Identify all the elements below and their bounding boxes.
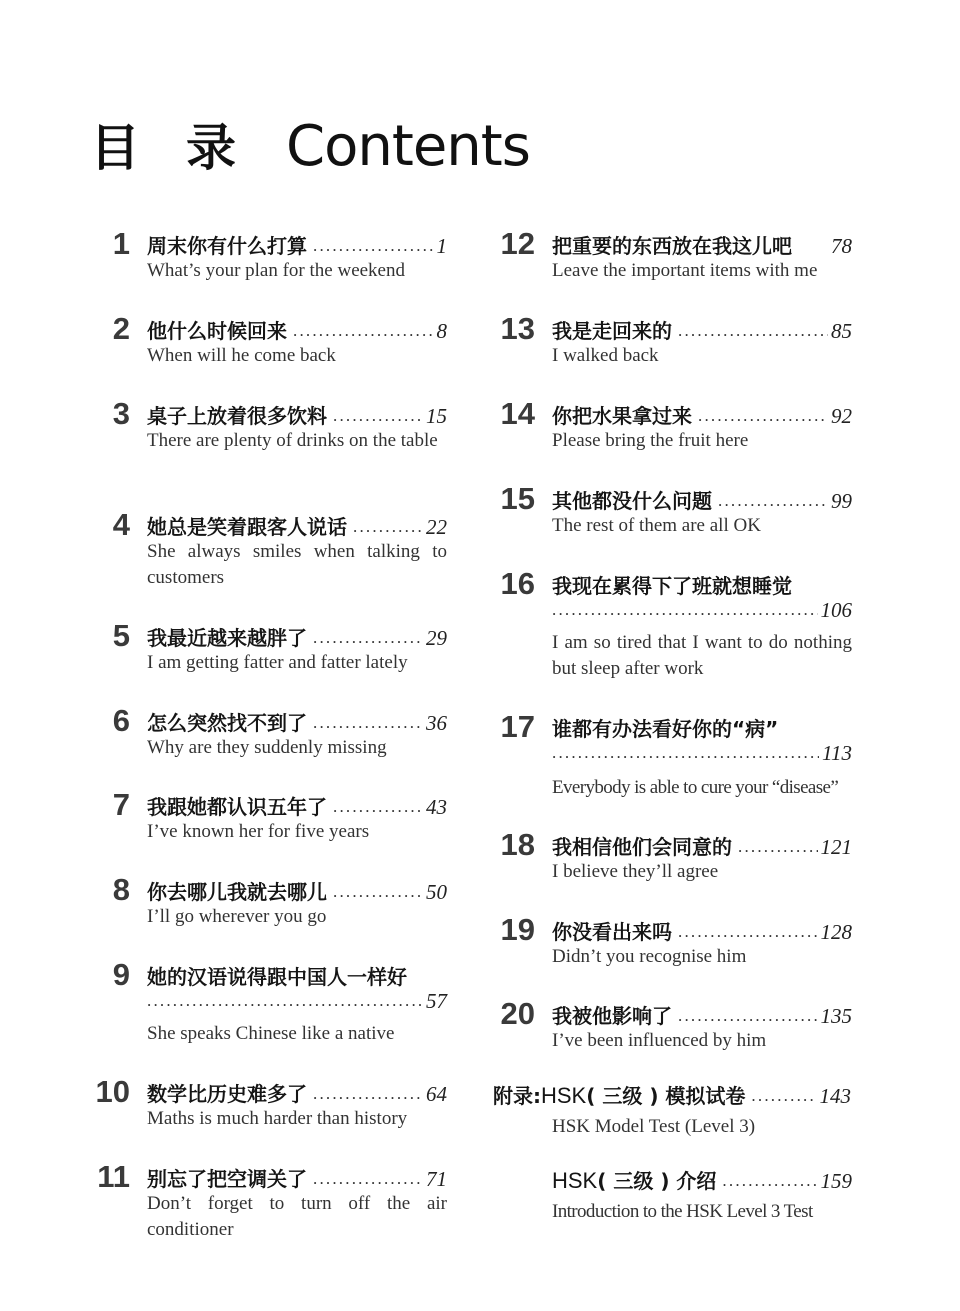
lesson-title-cn: 桌子上放着很多饮料 <box>147 404 327 428</box>
lesson-title-cn: 她总是笑着跟客人说话 <box>147 515 347 539</box>
page-number: 143 <box>819 1084 851 1108</box>
lesson-title-cn: 其他都没什么问题 <box>552 489 712 513</box>
dot-leader <box>147 991 423 1011</box>
lesson-title-en: Don’t forget to turn off the air conditioner <box>147 1193 447 1240</box>
page-title <box>90 108 530 180</box>
lesson-title-en: I believe they’ll agree <box>552 861 719 882</box>
lesson-number: 10 <box>95 1074 130 1109</box>
lesson-number: 12 <box>500 226 535 261</box>
page-number: 43 <box>426 795 447 819</box>
title-cn-lu: 录 <box>186 119 236 177</box>
lesson-title-en: There are plenty of drinks on the table <box>147 430 438 451</box>
lesson-number: 3 <box>112 396 130 431</box>
lesson-number: 18 <box>500 827 535 862</box>
lesson-title-cn: 我被他影响了 <box>552 1004 672 1028</box>
dot-leader <box>353 517 423 537</box>
page-number: 29 <box>426 626 447 650</box>
dot-leader <box>313 1084 423 1104</box>
title-cn-mu: 目 <box>90 119 140 177</box>
lesson-title-cn: 我现在累得下了班就想睡觉 <box>552 574 792 598</box>
toc-appendix-model-test[interactable] <box>493 1080 863 1140</box>
lesson-title-cn: 我是走回来的 <box>552 319 672 343</box>
appendix-title-en: Introduction to the HSK Level 3 Test <box>552 1201 813 1222</box>
page-number: 64 <box>426 1082 447 1106</box>
lesson-number: 16 <box>500 566 535 601</box>
dot-leader <box>552 743 819 763</box>
page-number: 85 <box>831 319 852 343</box>
lesson-title-cn: 怎么突然找不到了 <box>147 711 307 735</box>
dot-leader <box>313 713 423 733</box>
lesson-number: 20 <box>500 996 535 1031</box>
lesson-title-en: I’ve been influenced by him <box>552 1030 767 1051</box>
dot-leader <box>313 1169 423 1189</box>
page-number: 121 <box>820 835 852 859</box>
dot-leader <box>333 882 423 902</box>
lesson-number: 11 <box>97 1159 130 1194</box>
lesson-title-en: I am getting fatter and fatter lately <box>147 652 408 673</box>
page-number: 36 <box>426 711 447 735</box>
page-number: 57 <box>426 989 447 1013</box>
lesson-title-cn: 你去哪儿我就去哪儿 <box>147 880 327 904</box>
lesson-number: 6 <box>112 703 130 738</box>
page-number: 92 <box>831 404 852 428</box>
dot-leader <box>333 406 423 426</box>
page-number: 106 <box>820 598 852 622</box>
lesson-title-cn: 他什么时候回来 <box>147 319 287 343</box>
lesson-title-en: She speaks Chinese like a native <box>147 1023 395 1044</box>
lesson-title-en: I walked back <box>552 345 659 366</box>
appendix-title-cn: ( 三级 ) 模拟试卷 <box>586 1084 746 1108</box>
lesson-title-cn: 别忘了把空调关了 <box>147 1167 307 1191</box>
lesson-number: 14 <box>500 396 535 431</box>
page-number: 15 <box>426 404 447 428</box>
appendix-label: 附录: <box>493 1084 541 1108</box>
toc-appendix-introduction[interactable] <box>552 1165 852 1225</box>
lesson-number: 4 <box>112 507 130 542</box>
lesson-title-cn: 数学比历史难多了 <box>147 1082 307 1106</box>
lesson-title-cn: 谁都有办法看好你的“病” <box>552 717 779 741</box>
lesson-title-en: When will he come back <box>147 345 336 366</box>
hsk-label: HSK <box>552 1168 598 1193</box>
lesson-title-cn: 我最近越来越胖了 <box>147 626 307 650</box>
dot-leader <box>293 321 434 341</box>
lesson-title-cn: 我相信他们会同意的 <box>552 835 732 859</box>
dot-leader <box>718 491 828 511</box>
lesson-title-en: Why are they suddenly missing <box>147 737 387 758</box>
lesson-title-en: What’s your plan for the weekend <box>147 260 405 281</box>
title-en-contents: Contents <box>286 114 530 179</box>
page-number: 135 <box>820 1004 852 1028</box>
lesson-title-en: Leave the important items with me <box>552 260 818 281</box>
dot-leader <box>313 628 423 648</box>
lesson-number: 19 <box>500 912 535 947</box>
lesson-number: 9 <box>112 957 130 992</box>
lesson-title-en: I’ve known her for five years <box>147 821 370 842</box>
dot-leader <box>738 837 818 857</box>
dot-leader <box>722 1171 817 1191</box>
lesson-number: 1 <box>112 226 130 261</box>
lesson-title-en: I am so tired that I want to do nothing but sleep after work <box>552 632 852 679</box>
lesson-title-cn: 你把水果拿过来 <box>552 404 692 428</box>
dot-leader <box>678 922 818 942</box>
lesson-number: 2 <box>112 311 130 346</box>
page-number: 50 <box>426 880 447 904</box>
dot-leader <box>678 321 828 341</box>
lesson-title-cn: 把重要的东西放在我这儿吧 <box>552 234 792 258</box>
lesson-number: 17 <box>500 709 535 744</box>
appendix-title-cn: ( 三级 ) 介绍 <box>597 1169 717 1193</box>
page-number: 113 <box>822 741 852 765</box>
page-number: 71 <box>426 1167 447 1191</box>
lesson-title-en: Maths is much harder than history <box>147 1108 408 1129</box>
lesson-title-en: Please bring the fruit here <box>552 430 749 451</box>
lesson-title-en: The rest of them are all OK <box>552 515 761 536</box>
lesson-number: 5 <box>112 618 130 653</box>
lesson-title-en: Didn’t you recognise him <box>552 946 747 967</box>
dot-leader <box>313 236 434 256</box>
dot-leader <box>751 1086 816 1106</box>
lesson-title-cn: 她的汉语说得跟中国人一样好 <box>147 965 407 989</box>
page-number: 159 <box>820 1169 852 1193</box>
page-number: 128 <box>820 920 852 944</box>
page-number: 99 <box>831 489 852 513</box>
page-number: 8 <box>436 319 447 343</box>
lesson-title-en: She always smiles when talking to customers <box>147 541 447 588</box>
dot-leader <box>333 797 423 817</box>
dot-leader <box>698 406 828 426</box>
lesson-number: 8 <box>112 872 130 907</box>
lesson-title-en: I’ll go wherever you go <box>147 906 327 927</box>
lesson-title-cn: 你没看出来吗 <box>552 920 672 944</box>
page-number: 78 <box>831 234 852 258</box>
lesson-number: 15 <box>500 481 535 516</box>
appendix-title-en: HSK Model Test (Level 3) <box>552 1116 756 1137</box>
hsk-label: HSK <box>541 1083 587 1108</box>
dot-leader <box>552 600 818 620</box>
page-number: 22 <box>426 515 447 539</box>
dot-leader <box>678 1006 818 1026</box>
lesson-title-en: Everybody is able to cure your “disease” <box>552 777 839 798</box>
lesson-number: 7 <box>112 787 130 822</box>
lesson-title-cn: 周末你有什么打算 <box>147 234 307 258</box>
lesson-number: 13 <box>500 311 535 346</box>
page-number: 1 <box>436 234 447 258</box>
lesson-title-cn: 我跟她都认识五年了 <box>147 795 327 819</box>
